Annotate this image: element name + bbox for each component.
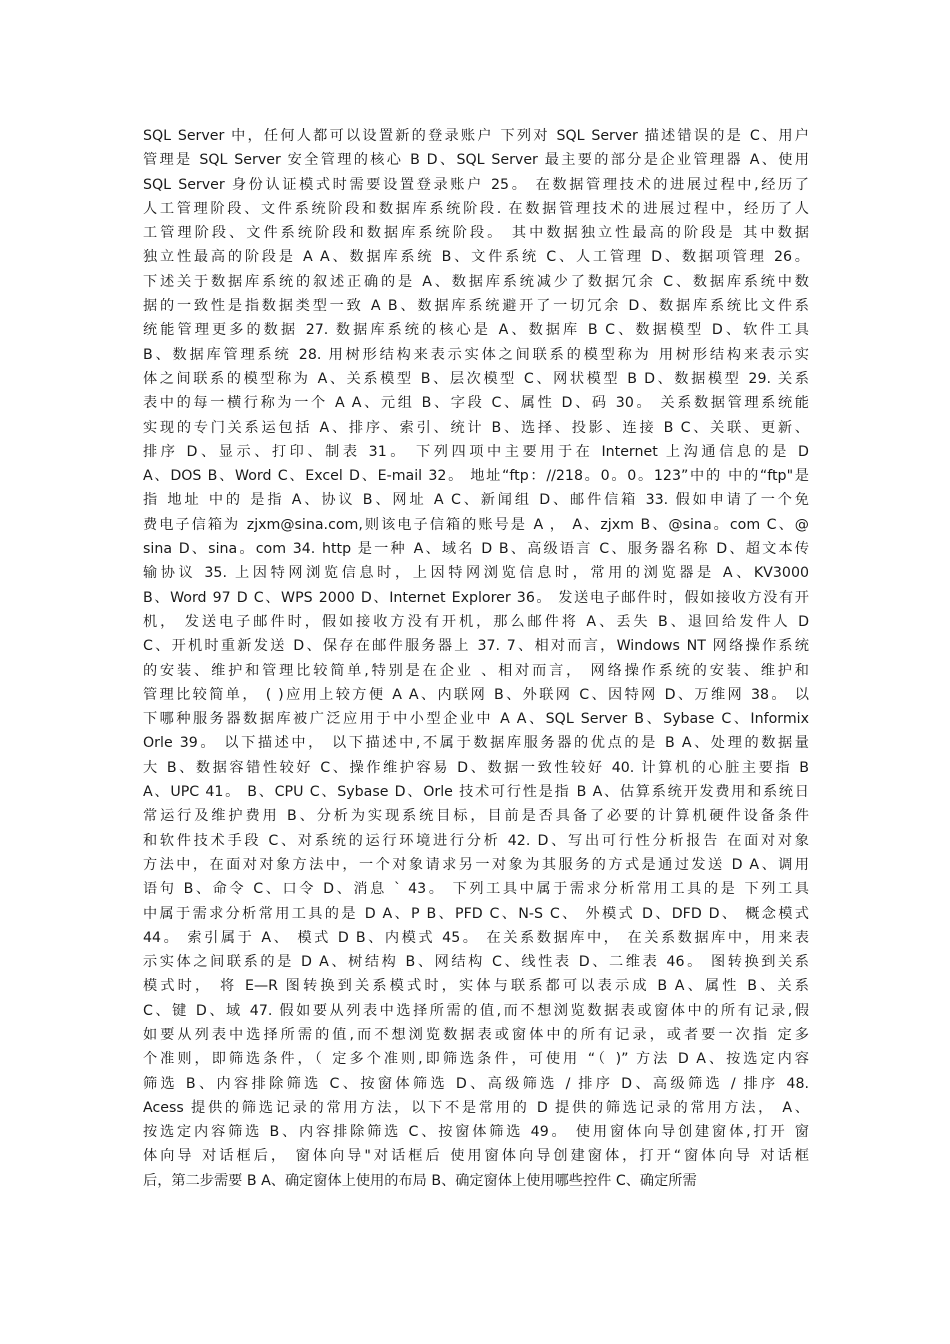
text-line: 据的一致性是指数据类型一致 A B、数据库系统避开了一切冗余 D、数据库系统比文件系 (143, 298, 809, 315)
text-line: C、键 D、域 47. 假如要从列表中选择所需的值,而不想浏览数据表或窗体中的所有记录,假 (143, 1002, 809, 1019)
text-line: 体向导 对话框后， 窗体向导"对话框后 使用窗体向导创建窗体，打开“窗体向导 对话框 (143, 1148, 809, 1165)
text-line: 统能管理更多的数据 27. 数据库系统的核心是 A、数据库 B C、数据模型 D、软件工具 (143, 322, 809, 339)
text-line: 独立性最高的阶段是 A A、数据库系统 B、文件系统 C、人工管理 D、数据项管理 26。 (143, 249, 809, 266)
text-line: 体之间联系的模型称为 A、关系模型 B、层次模型 C、网状模型 B D、数据模型 29. 关系 (143, 370, 809, 387)
text-line: 输协议 35. 上因特网浏览信息时，上因特网浏览信息时，常用的浏览器是 A、KV3000 (143, 565, 809, 582)
text-line: Orle 39。 以下描述中， 以下描述中,不属于数据库服务器的优点的是 B A、处理的数据量 (143, 735, 809, 752)
text-line: 和软件技术手段 C、对系统的运行环境进行分析 42. D、写出可行性分析报告 在面对对象 (143, 832, 809, 849)
text-line: SQL Server 身份认证模式时需要设置登录账户 25。 在数据管理技术的进展过程中,经历了 (143, 176, 809, 193)
text-line: 管理是 SQL Server 安全管理的核心 B D、SQL Server 最主要的部分是企业管理器 A、使用 (143, 152, 809, 169)
text-line: 大 B、数据容错性较好 C、操作维护容易 D、数据一致性较好 40. 计算机的心脏主要指 B (143, 759, 809, 776)
text-line: 的安装、维护和管理比较简单,特别是在企业 、相对而言， 网络操作系统的安装、维护和 (143, 662, 809, 679)
text-line: sina D、sina。com 34. http 是一种 A、域名 D B、高级语言 C、服务器名称 D、超文本传 (143, 541, 809, 558)
text-line: 人工管理阶段、文件系统阶段和数据库系统阶段. 在数据管理技术的进展过程中，经历了人 (143, 200, 809, 217)
text-line: 管理比较简单， ( )应用上较方便 A A、内联网 B、外联网 C、因特网 D、万维网 38。 以 (143, 686, 809, 703)
text-line: 指 地址 中的 是指 A、协议 B、网址 A C、新闻组 D、邮件信箱 33. 假如申请了一个免 (143, 492, 809, 509)
text-line: 机， 发送电子邮件时，假如接收方没有开机，那么邮件将 A、丢失 B、退回给发件人 D (143, 613, 809, 630)
text-line: 中属于需求分析常用工具的是 D A、P B、PFD C、N-S C、 外模式 D、DFD D、 概念模式 (143, 905, 809, 922)
text-line: 模式时， 将 E—R 图转换到关系模式时，实体与联系都可以表示成 B A、属性 B、关系 (143, 978, 809, 995)
text-line: B、Word 97 D C、WPS 2000 D、Internet Explorer 36。 发送电子邮件时，假如接收方没有开 (143, 589, 809, 606)
text-line: 个准则，即筛选条件，（ 定多个准则,即筛选条件，可使用 “（ )” 方法 D A、按选定内容 (143, 1051, 809, 1068)
text-line: 语句 B、命令 C、口令 D、消息 ` 43。 下列工具中属于需求分析常用工具的是 下列工具 (143, 881, 809, 898)
text-line: 工管理阶段、文件系统阶段和数据库系统阶段。 其中数据独立性最高的阶段是 其中数据 (143, 225, 809, 242)
text-line: A、UPC 41。 B、CPU C、Sybase D、Orle 技术可行性是指 B A、估算系统开发费用和系统日 (143, 784, 809, 801)
text-line: 费电子信箱为 zjxm@sina.com,则该电子信箱的账号是 A ， A、zjxm B、@sina。com C、@ (143, 516, 809, 533)
text-line: 如要从列表中选择所需的值,而不想浏览数据表或窗体中的所有记录，或者要一次指 定多 (143, 1026, 809, 1043)
text-line: B、数据库管理系统 28. 用树形结构来表示实体之间联系的模型称为 用树形结构来表示实 (143, 346, 809, 363)
text-line: 表中的每一横行称为一个 A A、元组 B、字段 C、属性 D、码 30。 关系数据管理系统能 (143, 395, 809, 412)
text-line: Acess 提供的筛选记录的常用方法，以下不是常用的 D 提供的筛选记录的常用方法， A、 (143, 1099, 809, 1116)
text-line: 筛选 B、内容排除筛选 C、按窗体筛选 D、高级筛选 / 排序 D、高级筛选 / 排序 48. (143, 1075, 809, 1092)
text-line: 下述关于数据库系统的叙述正确的是 A、数据库系统减少了数据冗余 C、数据库系统中数 (143, 273, 809, 290)
text-line: 实现的专门关系运包括 A、排序、索引、统计 B、选择、投影、连接 B C、关联、更新、 (143, 419, 809, 436)
text-line: 常运行及维护费用 B、分析为实现系统目标，目前是否具备了必要的计算机硬件设备条件 (143, 808, 809, 825)
text-line: C、开机时重新发送 D、保存在邮件服务器上 37. 7、相对而言，Windows NT 网络操作系统 (143, 638, 809, 655)
text-line: 排序 D、显示、打印、制表 31。 下列四项中主要用于在 Internet 上沟通信息的是 D (143, 443, 809, 460)
text-line: 方法中，在面对对象方法中，一个对象请求另一对象为其服务的方式是通过发送 D A、调用 (143, 856, 809, 873)
text-line: 示实体之间联系的是 D A、树结构 B、网结构 C、线性表 D、二维表 46。 图转换到关系 (143, 954, 809, 971)
text-line: 下哪种服务器数据库被广泛应用于中小型企业中 A A、SQL Server B、Sybase C、Informix (143, 711, 809, 728)
text-line: 按选定内容筛选 B、内容排除筛选 C、按窗体筛选 49。 使用窗体向导创建窗体,打开 窗 (143, 1124, 809, 1141)
text-line: 44。 索引属于 A、 模式 D B、内模式 45。 在关系数据库中， 在关系数据库中，用来表 (143, 929, 809, 946)
document-body-text (143, 124, 809, 1193)
text-line: 后，第二步需要 B A、确定窗体上使用的布局 B、确定窗体上使用哪些控件 C、确定所需 (143, 1172, 697, 1189)
text-line: SQL Server 中，任何人都可以设置新的登录账户 下列对 SQL Server 描述错误的是 C、用户 (143, 128, 809, 144)
text-line: A、DOS B、Word C、Excel D、E-mail 32。 地址“ftp：//218。0。0。123”中的 中的“ftp"是 (143, 468, 809, 485)
